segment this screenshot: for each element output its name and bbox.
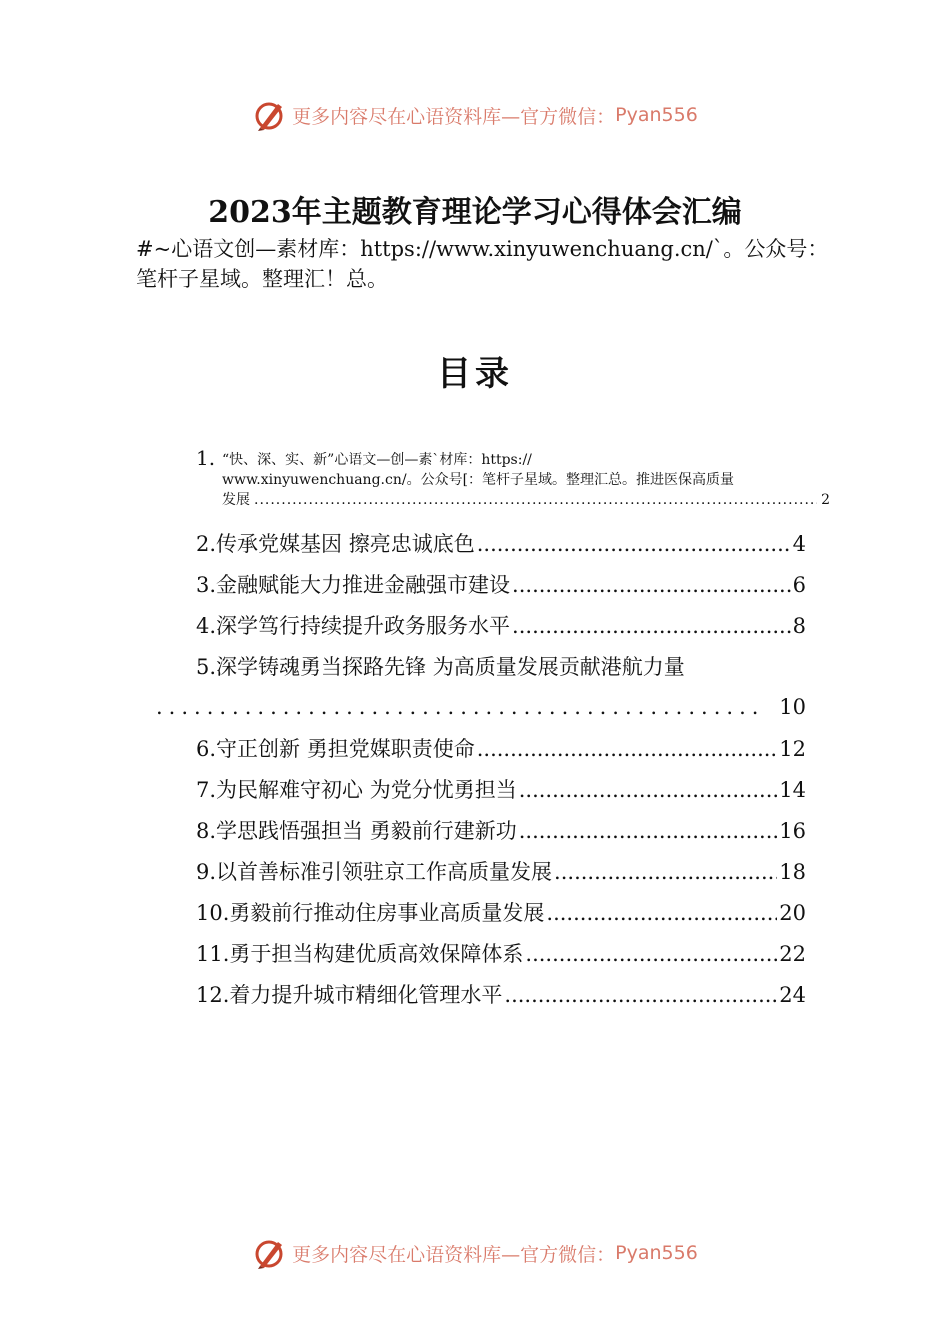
dot-leader: [525, 942, 777, 966]
toc-page-number: 20: [779, 901, 806, 925]
toc-entry-label: 10.勇毅前行推动住房事业高质量发展: [196, 901, 545, 925]
toc-heading: 目录: [437, 354, 513, 394]
toc-page-number: 18: [779, 860, 806, 884]
dot-leader: [512, 573, 791, 597]
toc-entry-label: 12.着力提升城市精细化管理水平: [196, 983, 503, 1007]
toc-entry-5[interactable]: [196, 651, 806, 683]
dot-leader: [254, 490, 817, 510]
toc-entry-label: 3.金融赋能大力推进金融强市建设: [196, 573, 511, 597]
toc-entry-12[interactable]: [196, 979, 806, 1011]
toc-entry-line: “快、深、实、新”心语文—创—素`材库：https://: [222, 452, 532, 468]
toc-entry-label: 7.为民解难守初心 为党分忧勇担当: [196, 778, 517, 802]
toc-entry-line: www.xinyuwenchuang.cn/。公众号[：笔杆子星域。整理汇总。推进医保高质量: [222, 472, 735, 488]
toc-page-number: 6: [792, 573, 806, 597]
toc-entry-4[interactable]: [196, 610, 806, 642]
toc-entry-9[interactable]: [196, 856, 806, 888]
toc-page-number: 16: [779, 819, 806, 843]
toc-page-number: 4: [792, 532, 806, 556]
toc-entry-2[interactable]: [196, 528, 806, 560]
document-subtitle: #~心语文创—素材库：https://www.xinyuwenchuang.cn/`。公众号：笔杆子星域。整理汇！总。: [136, 237, 829, 291]
dot-leader: [477, 737, 778, 761]
header-banner: [0, 93, 950, 137]
toc-entry-label: 4.深学笃行持续提升政务服务水平: [196, 614, 511, 638]
dot-leader: [512, 614, 791, 638]
dot-leader: [554, 860, 777, 884]
dot-leader: [519, 819, 778, 843]
dot-leader: [504, 983, 777, 1007]
toc-entry-5-continuation[interactable]: [156, 695, 806, 727]
toc-entry-6[interactable]: [196, 733, 806, 765]
document-title: 2023年主题教育理论学习心得体会汇编: [208, 195, 742, 230]
toc-entry-3[interactable]: [196, 569, 806, 601]
toc-entry-11[interactable]: [196, 938, 806, 970]
toc-entry-label: 2.传承党媒基因 擦亮忠诚底色: [196, 532, 475, 556]
banner-text: 更多内容尽在心语资料库—官方微信：: [292, 105, 616, 128]
toc-entry-number: 1.: [196, 446, 216, 470]
toc-page-number: 2: [821, 492, 830, 508]
pen-logo-icon: [252, 1236, 286, 1270]
wechat-id: Pyan556: [615, 1242, 698, 1264]
toc-entry-1[interactable]: [196, 446, 830, 510]
toc-entry-line: 发展: [222, 492, 250, 508]
banner-text: 更多内容尽在心语资料库—官方微信：: [292, 1243, 616, 1266]
toc-entry-10[interactable]: [196, 897, 806, 929]
toc-entry-label: 6.守正创新 勇担党媒职责使命: [196, 737, 475, 761]
footer-banner: [0, 1231, 950, 1275]
dot-leader: [477, 532, 791, 556]
toc-entry-label: 11.勇于担当构建优质高效保障体系: [196, 942, 524, 966]
toc-entry-7[interactable]: [196, 774, 806, 806]
toc-entry-8[interactable]: [196, 815, 806, 847]
toc-page-number: 14: [779, 778, 806, 802]
dot-leader: [156, 695, 765, 719]
dot-leader: [546, 901, 777, 925]
pen-logo-icon: [252, 98, 286, 132]
toc-page-number: 8: [792, 614, 806, 638]
toc-entry-label: 5.深学铸魂勇当探路先锋 为高质量发展贡献港航力量: [196, 655, 685, 679]
toc-entry-label: 9.以首善标准引领驻京工作高质量发展: [196, 860, 553, 884]
wechat-id: Pyan556: [615, 104, 698, 126]
dot-leader: [519, 778, 778, 802]
toc-page-number: 12: [779, 737, 806, 761]
toc-page-number: 24: [779, 983, 806, 1007]
toc-entry-label: 8.学思践悟强担当 勇毅前行建新功: [196, 819, 517, 843]
toc-page-number: 10: [779, 695, 806, 719]
toc-page-number: 22: [779, 942, 806, 966]
